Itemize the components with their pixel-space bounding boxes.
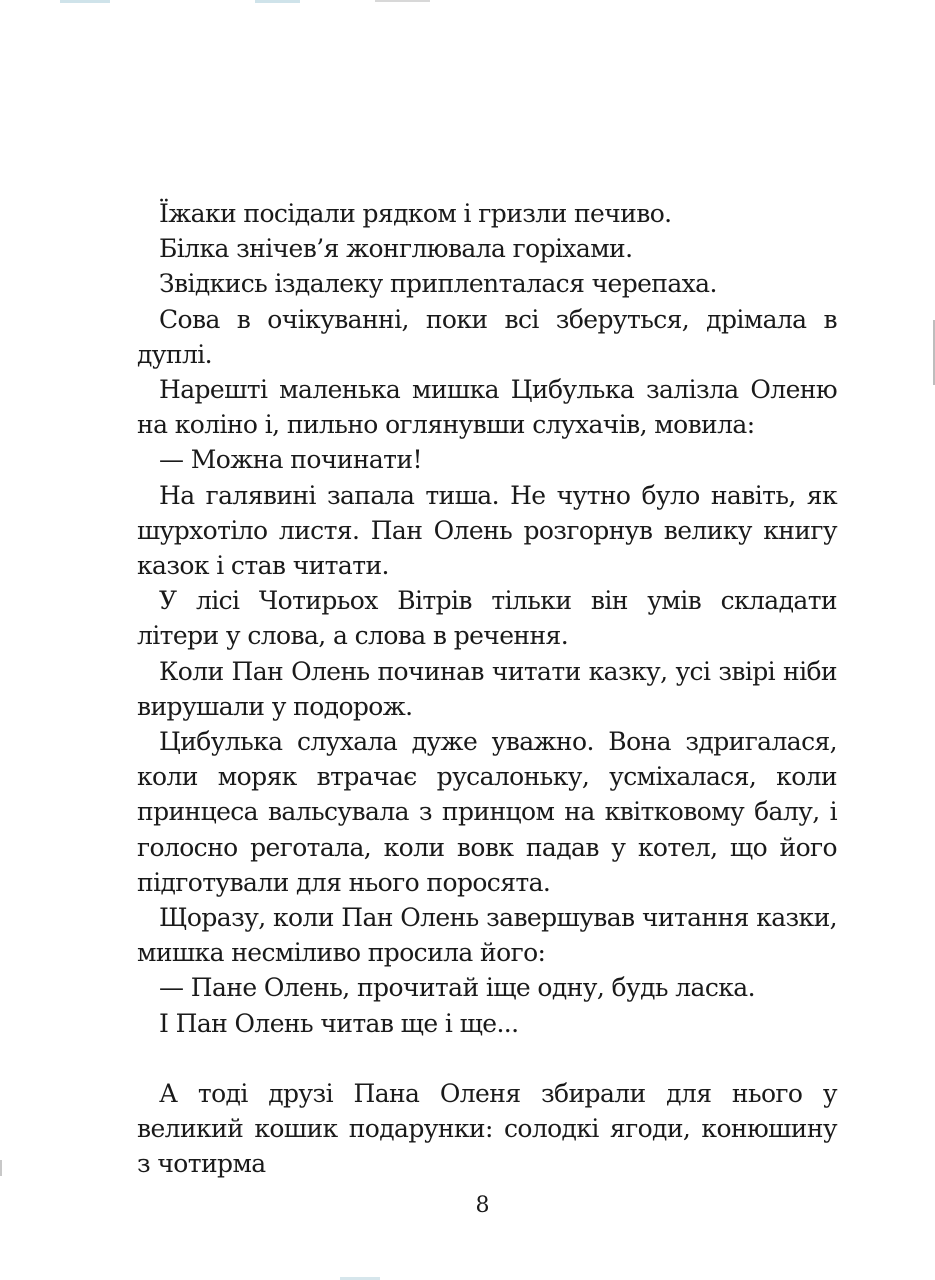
page-edge-mark [0, 1160, 2, 1176]
dialogue-line: — Можна починати! [159, 445, 422, 475]
dialogue-line: — Пане Олень, прочитай іще одну, будь ласка. [159, 973, 755, 1003]
scan-artifact [255, 0, 300, 3]
paragraph: Щоразу, коли Пан Олень завершував читання казки, мишка несміливо просила його: [137, 903, 837, 968]
paragraph: На галявині запала тиша. Не чутно було навіть, як шурхотіло листя. Пан Олень розгорнув велику книгу казок і став читати. [137, 480, 837, 581]
paragraph: Сова в очікуванні, поки всі зберуться, дрімала в дуплі. [137, 304, 837, 369]
paragraph: І Пан Олень читав ще і ще... [159, 1008, 519, 1038]
paragraph: Їжаки посідали рядком і гризли печиво. [159, 199, 672, 228]
paragraph: Білка знічев’я жонглювала горіхами. [159, 234, 633, 264]
paragraph: А тоді друзі Пана Оленя збирали для нього у великий кошик подарунки: солодкі ягоди, конюшину з чотирма [137, 1078, 837, 1179]
paragraph: Коли Пан Олень починав читати казку, усі звірі ніби вирушали у подорож. [137, 656, 837, 721]
body-text [137, 196, 837, 1181]
page-number: 8 [475, 1193, 490, 1218]
paragraph: Нарешті маленька мишка Цибулька залізла Оленю на коліно і, пильно оглянувши слухачів, мовила: [137, 375, 837, 440]
scan-artifact [375, 0, 430, 2]
paragraph: Цибулька слухала дуже уважно. Вона здригалася, коли моряк втрачає русалоньку, усміхалася, коли принцеса вальсувала з принцом на квітковому балу, і голосно реготала, коли вовк падав у котел, що його підготували для нього поросята. [137, 727, 837, 897]
paragraph: У лісі Чотирьох Вітрів тільки він умів складати літери у слова, а слова в речення. [137, 586, 837, 651]
scan-artifact [60, 0, 110, 3]
paragraph: Звідкись іздалеку приплenталася черепаха. [159, 269, 717, 299]
